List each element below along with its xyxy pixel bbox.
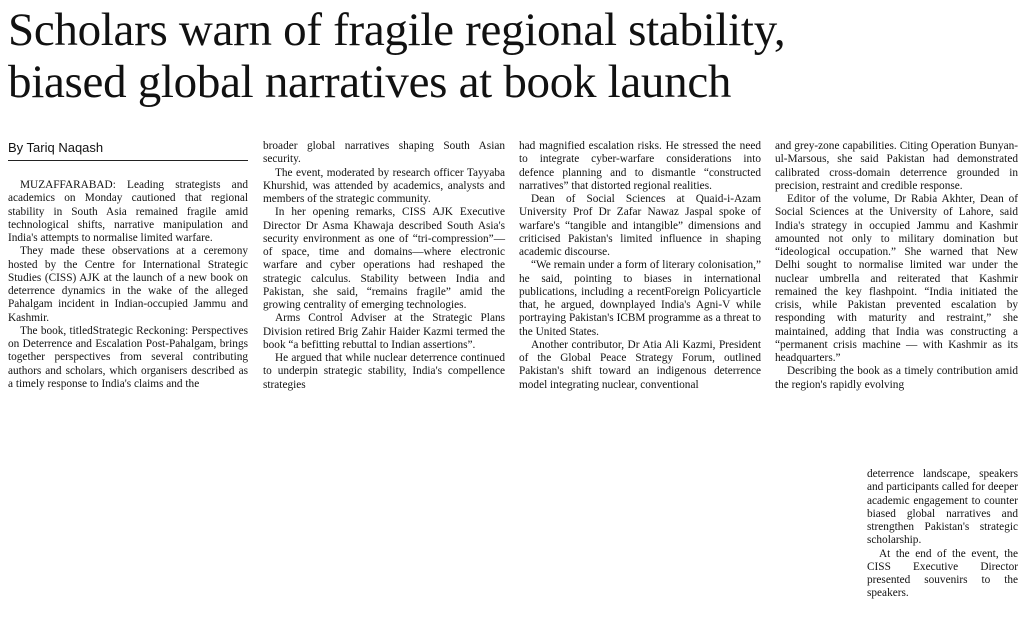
paragraph: Another contributor, Dr Atia Ali Kazmi, President of the Global Peace Strategy Forum, outlined Pakistan's shift toward an indigenous deterrence model integrating nuclear, conventional [519, 338, 761, 391]
paragraph: The event, moderated by research officer Tayyaba Khurshid, was attended by academics, analysts and members of the strategic community. [263, 166, 505, 205]
byline-divider [8, 160, 248, 161]
paragraph: Describing the book as a timely contribution amid the region's rapidly evolving [775, 365, 1018, 391]
paragraph-closing: At the end of the event, the CISS Executive Director presented souvenirs to the speakers. [867, 547, 1018, 600]
paragraph: He argued that while nuclear deterrence continued to underpin strategic stability, India's compellence strategies [263, 352, 505, 391]
paragraph: The book, titledStrategic Reckoning: Perspectives on Deterrence and Escalation Post-Pahalgam, brings together perspectives from several contributing authors and scholars, which organisers described as a timely response to India's claims and the [8, 324, 248, 390]
article-column-4 [775, 140, 1018, 392]
paragraph: They made these observations at a ceremony hosted by the Centre for International Strategic Studies (CISS) AJK at the launch of a new book on deterrence dynamics in the wake of the alleged Pahalgam incident in Indian-occupied Jammu and Kashmir. [8, 245, 248, 324]
byline: By Tariq Naqash [8, 140, 104, 155]
paragraph-continued: and grey-zone capabilities. Citing Operation Bunyan-ul-Marsous, she said Pakistan had demonstrated calibrated cross-domain deterrence grounded in precision, restraint and credible response. [775, 140, 1018, 192]
article-column-3 [519, 140, 761, 392]
article-column-4-narrow [867, 468, 1018, 601]
paragraph: “We remain under a form of literary colonisation,” he said, pointing to biases in international publications, including a recentForeign Policyarticle that, he argued, downplayed India's Agni-V while portraying Pakistan's ICBM programme as a threat to the United States. [519, 259, 761, 338]
paragraph-continued: had magnified escalation risks. He stressed the need to integrate cyber-warfare considerations into defence planning and to dismantle “constructed narratives” that distorted regional realities. [519, 140, 761, 192]
headline-line-2: biased global narratives at book launch [8, 56, 732, 108]
paragraph-dateline: MUZAFFARABAD: Leading strategists and academics on Monday cautioned that regional stability in South Asia remained fragile amid technological shifts, narrative manipulation and India's attempts to normalise limited warfare. [8, 179, 248, 244]
paragraph-continued: broader global narratives shaping South Asian security. [263, 140, 505, 166]
paragraph: In her opening remarks, CISS AJK Executive Director Dr Asma Khawaja described South Asia's security environment as one of “tri-compression”— of space, time and domains—where electronic warfare and cyber operations had reshaped the strategic calculus. Stability between India and Pakistan, she said, “remains fragile” amid the growing centrality of emerging technologies. [263, 206, 505, 311]
paragraph: Dean of Social Sciences at Quaid-i-Azam University Prof Dr Zafar Nawaz Jaspal spoke of warfare's “tangible and intangible” dimensions and criticised Pakistan's limited influence in shaping academic discourse. [519, 193, 761, 258]
headline [8, 4, 1018, 108]
headline-line-1: Scholars warn of fragile regional stability, [8, 4, 786, 56]
article-column-2 [263, 140, 505, 392]
paragraph: Arms Control Adviser at the Strategic Plans Division retired Brig Zahir Haider Kazmi termed the book “a befitting rebuttal to Indian assertions”. [263, 312, 505, 351]
paragraph: Editor of the volume, Dr Rabia Akhter, Dean of Social Sciences at the University of Lahore, said India's strategy in occupied Jammu and Kashmir amounted not only to military domination but “ideological occupation.” She warned that New Delhi sought to normalise limited war under the nuclear umbrella and reiterated that Kashmir remained the key flashpoint. “India initiated the crisis, while Pakistan prevented escalation by responding with maturity and restraint,” she maintained, adding that India was constructing a “permanent crisis machine — with Kashmir as its headquarters.” [775, 193, 1018, 364]
article-column-1 [8, 179, 248, 391]
paragraph-continued: deterrence landscape, speakers and participants called for deeper academic engagement to counter biased global narratives and strengthen Pakistan's strategic scholarship. [867, 468, 1018, 547]
